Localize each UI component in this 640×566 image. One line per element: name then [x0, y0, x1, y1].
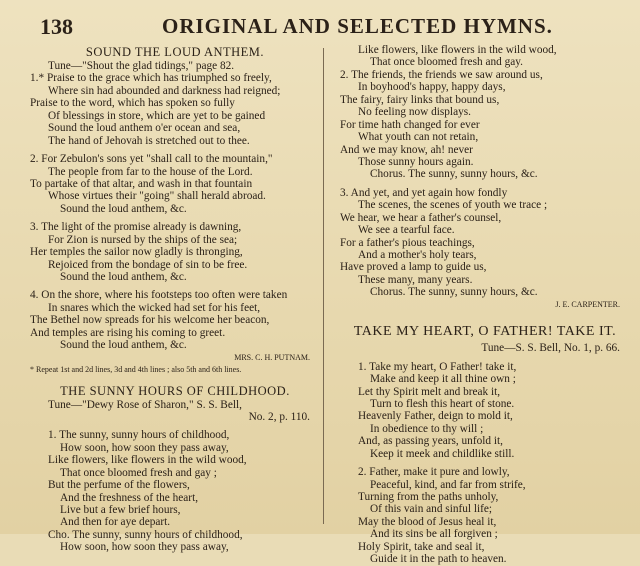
hymn-line: Praise to the word, which has spoken so fully	[30, 97, 235, 110]
hymn-line: Live but a few brief hours,	[60, 504, 181, 516]
right-column	[340, 44, 630, 566]
hymn-line: Peaceful, kind, and far from strife,	[370, 478, 526, 491]
hymn-line: The Bethel now spreads for his welcome her beacon,	[30, 314, 270, 327]
hymn-line: But the perfume of the flowers,	[48, 479, 190, 492]
hymn-line: J. E. CARPENTER.	[555, 299, 620, 309]
hymn-line: Have proved a lamp to guide us,	[340, 261, 487, 274]
hymn-line: Chorus. The sunny, sunny hours, &c.	[370, 286, 538, 299]
running-head: ORIGINAL AND SELECTED HYMNS.	[162, 14, 553, 38]
hymn-line: Her temples the sailor now gladly is thronging,	[30, 246, 243, 259]
hymn-line: How soon, how soon they pass away,	[60, 541, 229, 554]
hymn-line: Like flowers, like flowers in the wild wood,	[48, 454, 247, 467]
hymn-line: * Repeat 1st and 2d lines, 3d and 4th lines ; also 5th and 6th lines.	[30, 365, 242, 375]
hymn-line: Rejoiced from the bondage of sin to be free.	[48, 258, 248, 271]
hymn-line: Of blessings in store, which are yet to be gained	[48, 109, 266, 122]
hymn-line: No feeling now displays.	[358, 106, 471, 119]
hymn-line: We see a tearful face.	[358, 224, 455, 237]
hymn-line: The people from far to the house of the Lord.	[48, 165, 253, 178]
hymn-line: 1.* Praise to the grace which has triumphed so freely,	[30, 72, 272, 85]
hymn-line: In snares which the wicked had set for his feet,	[48, 301, 261, 314]
hymn-line: And temples are rising his coming to greet.	[30, 326, 226, 339]
column-divider	[323, 48, 324, 524]
hymn-line: 2. For Zebulon's sons yet "shall call to the mountain,"	[30, 153, 273, 166]
hymn-line: And, as passing years, unfold it,	[358, 435, 503, 448]
page-number: 138	[40, 14, 73, 39]
hymn-line: We hear, we hear a father's counsel,	[340, 211, 502, 224]
hymn-line: 4. On the shore, where his footsteps too often were taken	[30, 289, 288, 302]
hymn-line: 1. The sunny, sunny hours of childhood,	[48, 429, 230, 442]
hymn-line: And we may know, ah! never	[340, 143, 473, 156]
hymn-line: Turn to flesh this heart of stone.	[370, 397, 515, 410]
hymn-line: Like flowers, like flowers in the wild wood,	[358, 44, 557, 56]
hymn-line: Keep it meek and childlike still.	[370, 447, 515, 460]
hymn-line: Sound the loud anthem, &c.	[60, 271, 187, 283]
hymn-line: And then for aye depart.	[60, 516, 171, 529]
hymn-line: Let thy Spirit melt and break it,	[358, 385, 501, 398]
left-column	[30, 44, 320, 554]
hymn-title: THE SUNNY HOURS OF CHILDHOOD.	[60, 383, 290, 398]
hymn-line: Where sin had abounded and darkness had reigned;	[48, 84, 281, 97]
hymn-line: The hand of Jehovah is stretched out to thee.	[48, 134, 250, 147]
hymn-line: How soon, how soon they pass away,	[60, 441, 229, 454]
hymn-line: And a mother's holy tears,	[358, 249, 477, 261]
hymn-line: That once bloomed fresh and gay ;	[60, 466, 217, 479]
hymn-line: Tune—S. S. Bell, No. 1, p. 66.	[481, 342, 620, 355]
hymn-line: Holy Spirit, take and seal it,	[358, 540, 485, 553]
hymn-line: May the blood of Jesus heal it,	[358, 515, 497, 528]
stanza-gap	[340, 311, 630, 322]
hymn-title: TAKE MY HEART, O FATHER! TAKE IT.	[353, 324, 617, 340]
hymn-line: The scenes, the scenes of youth we trace ;	[358, 199, 548, 212]
hymn-line: The fairy, fairy links that bound us,	[340, 93, 500, 106]
hymn-line: Chorus. The sunny, sunny hours, &c.	[370, 168, 538, 181]
hymn-line: 3. The light of the promise already is dawning,	[30, 221, 242, 234]
hymn-line: 2. Father, make it pure and lowly,	[358, 466, 510, 479]
hymn-line: That once bloomed fresh and gay.	[370, 56, 523, 69]
hymn-line: Of this vain and sinful life;	[370, 503, 493, 516]
hymn-line: And its sins be all forgiven ;	[370, 528, 498, 541]
hymn-line: Sound the loud anthem, &c.	[60, 202, 187, 215]
hymn-line: Whose virtues their "going" shall herald abroad.	[48, 190, 266, 203]
hymn-line: Tune—"Dewy Rose of Sharon," S. S. Bell,	[48, 398, 242, 411]
hymn-line: To partake of that altar, and wash in that fountain	[30, 177, 253, 190]
hymn-line: In obedience to thy will ;	[370, 422, 484, 435]
hymn-line: These many, many years.	[358, 273, 473, 286]
hymn-line: Sound the loud anthem o'er ocean and sea,	[48, 122, 241, 135]
hymn-line: For a father's pious teachings,	[340, 236, 475, 249]
hymn-line: Cho. The sunny, sunny hours of childhood,	[48, 528, 243, 541]
hymn-line: Guide it in the path to heaven.	[370, 553, 507, 566]
hymn-line: Turning from the paths unholy,	[358, 491, 499, 503]
hymn-line: 1. Take my heart, O Father! take it,	[358, 360, 517, 373]
hymn-line: In boyhood's happy, happy days,	[358, 81, 506, 94]
hymn-line: And the freshness of the heart,	[60, 491, 199, 504]
hymn-line: Sound the loud anthem, &c.	[60, 339, 187, 352]
hymn-line: Tune—"Shout the glad tidings," page 82.	[48, 60, 235, 72]
hymn-line: For Zion is nursed by the ships of the sea;	[48, 233, 238, 246]
hymn-line: MRS. C. H. PUTNAM.	[234, 352, 310, 362]
hymn-line: Make and keep it all thine own ;	[370, 373, 516, 386]
hymn-line: What youth can not retain,	[358, 131, 479, 144]
hymn-line: 3. And yet, and yet again how fondly	[340, 186, 508, 199]
hymn-line: For time hath changed for ever	[340, 118, 480, 131]
hymn-line: Those sunny hours again.	[358, 155, 474, 168]
hymn-title: SOUND THE LOUD ANTHEM.	[85, 45, 265, 59]
hymn-line: 2. The friends, the friends we saw around us,	[340, 68, 543, 81]
hymn-line: Heavenly Father, deign to mold it,	[358, 410, 513, 423]
hymn-line: No. 2, p. 110.	[248, 410, 310, 423]
